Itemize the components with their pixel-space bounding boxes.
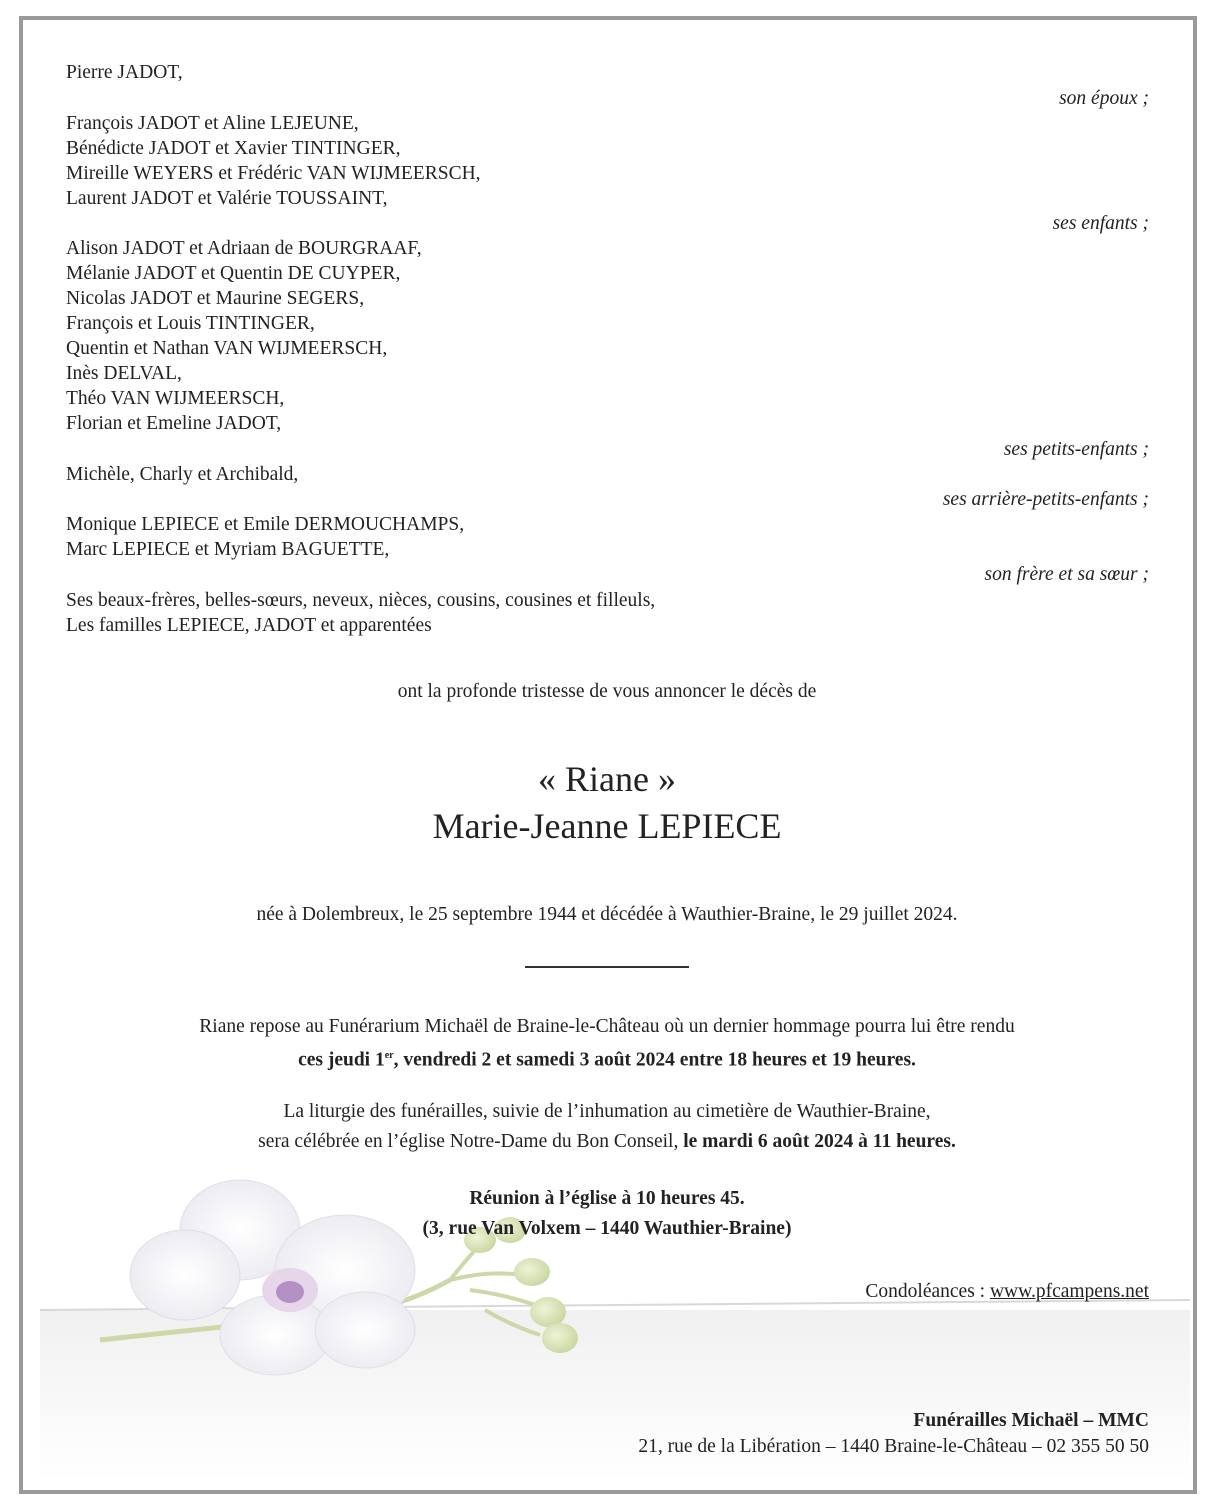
family-line: Florian et Emeline JADOT,: [66, 413, 282, 434]
rest-dates: [0, 1043, 1214, 1073]
funeral-address: 21, rue de la Libération – 1440 Braine-le-Château – 02 355 50 50: [638, 1436, 1149, 1457]
family-line: Ses beaux-frères, belles-sœurs, neveux, nièces, cousins, cousines et filleuls,: [66, 590, 656, 611]
birth-death-dates: née à Dolembreux, le 25 septembre 1944 et décédée à Wauthier-Braine, le 29 juillet 2024.: [256, 904, 958, 925]
family-line: François et Louis TINTINGER,: [66, 313, 315, 334]
meeting-time: Réunion à l’église à 10 heures 45.: [469, 1188, 745, 1209]
family-line: Marc LEPIECE et Myriam BAGUETTE,: [66, 539, 390, 560]
family-line: Mireille WEYERS et Frédéric VAN WIJMEERSCH,: [66, 163, 481, 184]
family-line: Nicolas JADOT et Maurine SEGERS,: [66, 288, 365, 309]
rest-line: Riane repose au Funérarium Michaël de Braine-le-Château où un dernier hommage pourra lui être rendu: [199, 1016, 1015, 1037]
condolences-label: Condoléances :: [865, 1281, 990, 1302]
rest-dates-start: ces jeudi 1: [298, 1049, 385, 1071]
family-line: Alison JADOT et Adriaan de BOURGRAAF,: [66, 238, 422, 259]
family-role: ses enfants ;: [1052, 213, 1149, 234]
liturgy-line: La liturgie des funérailles, suivie de l’inhumation au cimetière de Wauthier-Braine,: [283, 1101, 931, 1122]
family-role: ses petits-enfants ;: [1003, 439, 1149, 460]
family-line: François JADOT et Aline LEJEUNE,: [66, 113, 359, 134]
family-line: Michèle, Charly et Archibald,: [66, 464, 299, 485]
liturgy-date: le mardi 6 août 2024 à 11 heures.: [683, 1131, 956, 1152]
meeting-address: (3, rue Van Volxem – 1440 Wauthier-Braine): [422, 1218, 792, 1239]
family-role: son époux ;: [1059, 88, 1149, 109]
family-line: Mélanie JADOT et Quentin DE CUYPER,: [66, 263, 401, 284]
family-line: Laurent JADOT et Valérie TOUSSAINT,: [66, 188, 388, 209]
funeral-company: Funérailles Michaël – MMC: [913, 1410, 1149, 1431]
family-line: Théo VAN WIJMEERSCH,: [66, 388, 285, 409]
family-line: Quentin et Nathan VAN WIJMEERSCH,: [66, 338, 388, 359]
announce-text: ont la profonde tristesse de vous annoncer le décès de: [397, 681, 817, 702]
condolences-link[interactable]: www.pfcampens.net: [989, 1281, 1149, 1302]
rest-dates-end: , vendredi 2 et samedi 3 août 2024 entre 18 heures et 19 heures.: [393, 1049, 916, 1071]
family-role: ses arrière-petits-enfants ;: [942, 489, 1149, 510]
family-role: son frère et sa sœur ;: [984, 564, 1149, 585]
separator-rule: [525, 966, 689, 968]
deceased-nickname: « Riane »: [538, 759, 676, 799]
family-line: Les familles LEPIECE, JADOT et apparentées: [66, 615, 432, 636]
family-line: Pierre JADOT,: [66, 62, 183, 83]
liturgy-date-line: [0, 1129, 1214, 1154]
rest-dates-sup: er: [384, 1050, 394, 1061]
family-line: Inès DELVAL,: [66, 363, 182, 384]
condolences-line: [865, 1279, 1149, 1304]
liturgy-place: sera célébrée en l’église Notre-Dame du Bon Conseil,: [258, 1131, 684, 1152]
family-line: Bénédicte JADOT et Xavier TINTINGER,: [66, 138, 401, 159]
family-line: Monique LEPIECE et Emile DERMOUCHAMPS,: [66, 514, 465, 535]
deceased-name: Marie-Jeanne LEPIECE: [432, 806, 782, 846]
